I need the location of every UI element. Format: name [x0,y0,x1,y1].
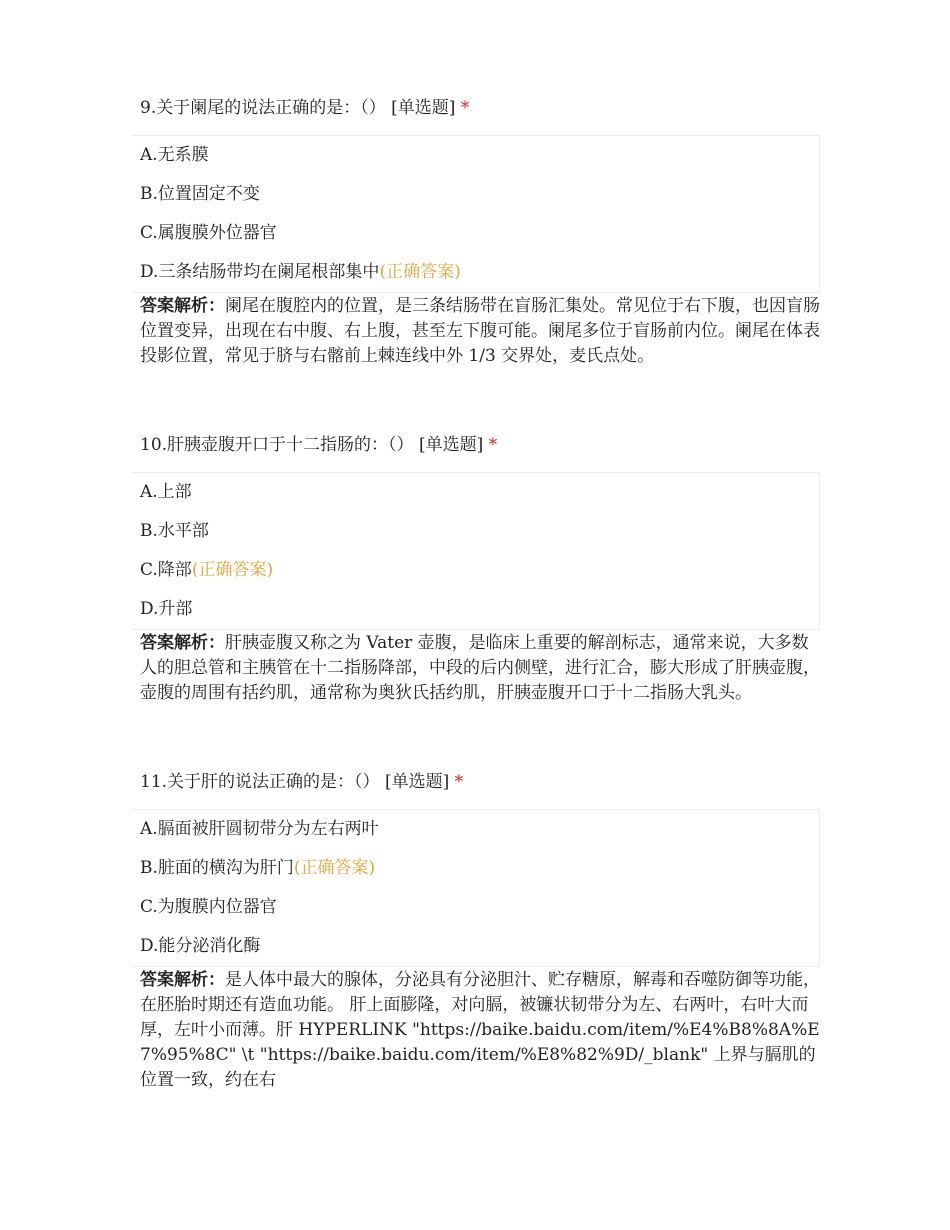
analysis-label: 答案解析： [140,296,225,316]
option-c[interactable] [140,888,819,927]
question-title-text: 9.关于阑尾的说法正确的是：（） [单选题] [140,98,461,118]
question-10 [140,433,820,706]
option-b[interactable] [140,512,819,551]
option-text: B.脏面的横沟为肝门 [140,858,294,878]
question-title-text: 11.关于肝的说法正确的是：（） [单选题] [140,772,455,792]
option-a[interactable] [140,810,819,849]
option-a[interactable] [140,473,819,512]
options-box [132,472,820,630]
options-box [132,809,820,967]
option-a[interactable] [140,136,819,175]
option-b[interactable] [140,849,819,888]
correct-answer-label: (正确答案) [379,262,461,282]
option-text: B.位置固定不变 [140,184,260,204]
analysis-text: 阑尾在腹腔内的位置，是三条结肠带在盲肠汇集处。常见位于右下腹，也因盲肠位置变异，出现在右中腹、右上腹，甚至左下腹可能。阑尾多位于盲肠前内位。阑尾在体表投影位置，常见于脐与右髂前上棘连线中外 1/3 交界处，麦氏点处。 [140,296,820,366]
question-9 [140,96,820,369]
option-b[interactable] [140,175,819,214]
question-title [140,433,820,457]
answer-analysis [140,967,820,1093]
option-text: A.无系膜 [140,145,209,165]
options-box [132,135,820,293]
answer-analysis [140,630,820,706]
question-title [140,770,820,794]
option-text: C.属腹膜外位器官 [140,223,277,243]
question-11 [140,770,820,1093]
option-text: D.升部 [140,599,193,619]
option-text: B.水平部 [140,521,209,541]
required-star: * [488,435,498,455]
option-d[interactable] [140,253,819,292]
analysis-text: 肝胰壶腹又称之为 Vater 壶腹，是临床上重要的解剖标志，通常来说，大多数人的胆总管和主胰管在十二指肠降部，中段的后内侧壁，进行汇合，膨大形成了肝胰壶腹，壶腹的周围有括约肌，通常称为奥狄氏括约肌，肝胰壶腹开口于十二指肠大乳头。 [140,633,820,703]
option-text: D.三条结肠带均在阑尾根部集中 [140,262,380,282]
analysis-label: 答案解析： [140,633,225,653]
option-text: C.降部 [140,560,192,580]
option-text: C.为腹膜内位器官 [140,897,277,917]
question-title [140,96,820,120]
correct-answer-label: (正确答案) [293,858,376,878]
option-text: A.膈面被肝圆韧带分为左右两叶 [140,819,379,839]
answer-analysis [140,293,820,369]
option-d[interactable] [140,590,819,629]
option-text: A.上部 [140,482,192,502]
required-star: * [454,772,464,792]
required-star: * [460,98,470,118]
correct-answer-label: (正确答案) [191,560,274,580]
analysis-text: 是人体中最大的腺体，分泌具有分泌胆汁、贮存糖原，解毒和吞噬防御等功能，在胚胎时期还有造血功能。 肝上面膨隆，对向膈，被镰状韧带分为左、右两叶，右叶大而厚，左叶小而薄。肝 HYPERLINK "https://baike.baidu.com/item/%E4%B8%8A%E7%95%8C" \t "https://baike.baidu.com/item/%E8%82%9D/_blank" 上界与膈肌的位置一致，约在右 [140,970,820,1090]
question-title-text: 10.肝胰壶腹开口于十二指肠的：（） [单选题] [140,435,489,455]
option-d[interactable] [140,927,819,966]
option-text: D.能分泌消化酶 [140,936,261,956]
analysis-label: 答案解析： [140,970,225,990]
option-c[interactable] [140,551,819,590]
option-c[interactable] [140,214,819,253]
